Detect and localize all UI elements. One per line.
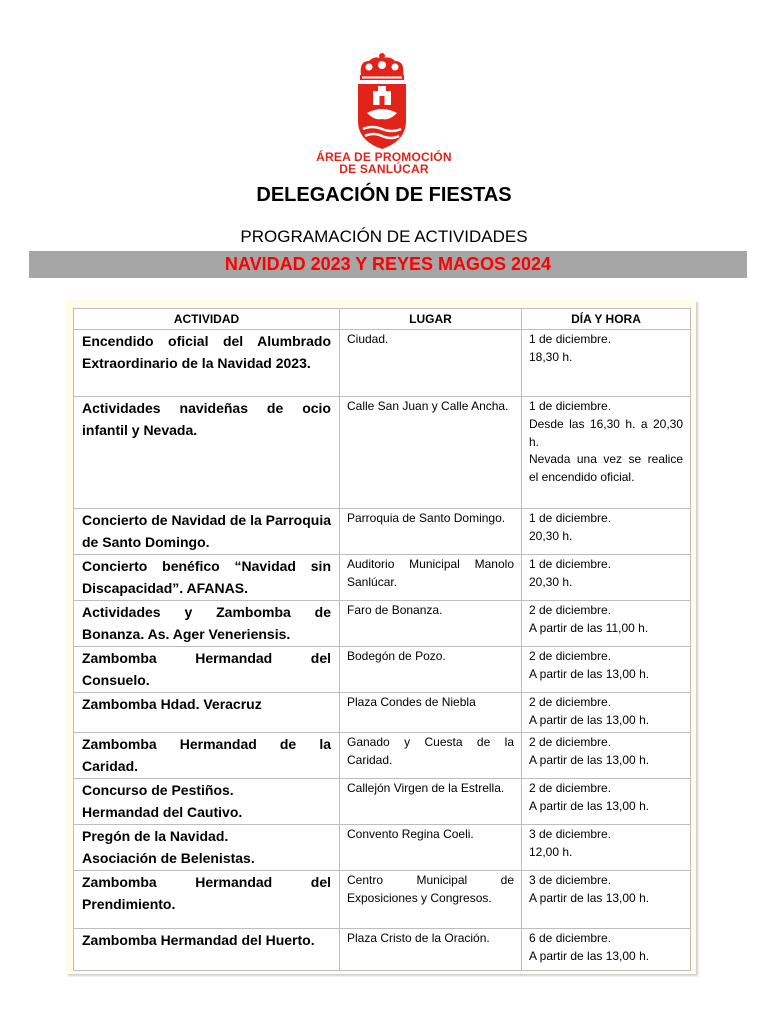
date-cell: 2 de diciembre. A partir de las 11,00 h. xyxy=(522,601,691,647)
activity-cell: Actividades navideñas de ocio infantil y Nevada. xyxy=(74,397,340,509)
area-promocion-line1: ÁREA DE PROMOCIÓN xyxy=(316,150,452,164)
date-cell: 3 de diciembre. 12,00 h. xyxy=(522,825,691,871)
activities-table xyxy=(73,308,691,971)
date-cell: 1 de diciembre. Desde las 16,30 h. a 20,30 h. Nevada una vez se realice el encendido oficial. xyxy=(522,397,691,509)
place-cell: Calle San Juan y Calle Ancha. xyxy=(340,397,522,509)
date-cell: 2 de diciembre. A partir de las 13,00 h. xyxy=(522,779,691,825)
activity-cell: Encendido oficial del Alumbrado Extraordinario de la Navidad 2023. xyxy=(74,330,340,397)
place-cell: Callejón Virgen de la Estrella. xyxy=(340,779,522,825)
place-cell: Plaza Cristo de la Oración. xyxy=(340,929,522,971)
area-promocion-line2: DE SANLÚCAR xyxy=(339,162,429,176)
table-row xyxy=(74,330,691,397)
column-header-dia-hora: DÍA Y HORA xyxy=(522,309,691,330)
date-cell: 2 de diciembre. A partir de las 13,00 h. xyxy=(522,693,691,733)
place-cell: Auditorio Municipal Manolo Sanlúcar. xyxy=(340,555,522,601)
activity-cell: Zambomba Hdad. Veracruz xyxy=(74,693,340,733)
activity-cell: Concurso de Pestiños. Hermandad del Cautivo. xyxy=(74,779,340,825)
table-header-row xyxy=(74,309,691,330)
date-cell: 2 de diciembre. A partir de las 13,00 h. xyxy=(522,733,691,779)
table-row xyxy=(74,601,691,647)
place-cell: Ganado y Cuesta de la Caridad. xyxy=(340,733,522,779)
activity-cell: Concierto benéfico “Navidad sin Discapacidad”. AFANAS. xyxy=(74,555,340,601)
place-cell: Plaza Condes de Niebla xyxy=(340,693,522,733)
activity-cell: Pregón de la Navidad. Asociación de Belenistas. xyxy=(74,825,340,871)
table-row xyxy=(74,825,691,871)
activity-cell: Concierto de Navidad de la Parroquia de Santo Domingo. xyxy=(74,509,340,555)
place-cell: Convento Regina Coeli. xyxy=(340,825,522,871)
table-row xyxy=(74,555,691,601)
table-row xyxy=(74,509,691,555)
date-cell: 2 de diciembre. A partir de las 13,00 h. xyxy=(522,647,691,693)
place-cell: Bodegón de Pozo. xyxy=(340,647,522,693)
table-row xyxy=(74,929,691,971)
delegation-title: DELEGACIÓN DE FIESTAS xyxy=(256,184,512,206)
place-cell: Ciudad. xyxy=(340,330,522,397)
place-cell: Parroquia de Santo Domingo. xyxy=(340,509,522,555)
date-cell: 1 de diciembre. 20,30 h. xyxy=(522,555,691,601)
activity-cell: Zambomba Hermandad de la Caridad. xyxy=(74,733,340,779)
place-cell: Faro de Bonanza. xyxy=(340,601,522,647)
table-row xyxy=(74,779,691,825)
date-cell: 1 de diciembre. 20,30 h. xyxy=(522,509,691,555)
table-row xyxy=(74,647,691,693)
activity-cell: Zambomba Hermandad del Consuelo. xyxy=(74,647,340,693)
place-cell: Centro Municipal de Exposiciones y Congresos. xyxy=(340,871,522,929)
activity-cell: Zambomba Hermandad del Huerto. xyxy=(74,929,340,971)
activity-cell: Zambomba Hermandad del Prendimiento. xyxy=(74,871,340,929)
table-row xyxy=(74,397,691,509)
column-header-lugar: LUGAR xyxy=(340,309,522,330)
table-row xyxy=(74,693,691,733)
event-banner-text: NAVIDAD 2023 Y REYES MAGOS 2024 xyxy=(224,254,552,274)
table-row xyxy=(74,871,691,929)
programming-subtitle: PROGRAMACIÓN DE ACTIVIDADES xyxy=(240,227,528,246)
activity-cell: Actividades y Zambomba de Bonanza. As. Ager Veneriensis. xyxy=(74,601,340,647)
table-row xyxy=(74,733,691,779)
date-cell: 1 de diciembre. 18,30 h. xyxy=(522,330,691,397)
date-cell: 6 de diciembre. A partir de las 13,00 h. xyxy=(522,929,691,971)
sanlucar-coat-of-arms-logo xyxy=(355,53,409,153)
date-cell: 3 de diciembre. A partir de las 13,00 h. xyxy=(522,871,691,929)
column-header-actividad: ACTIVIDAD xyxy=(74,309,340,330)
event-banner xyxy=(29,251,747,278)
